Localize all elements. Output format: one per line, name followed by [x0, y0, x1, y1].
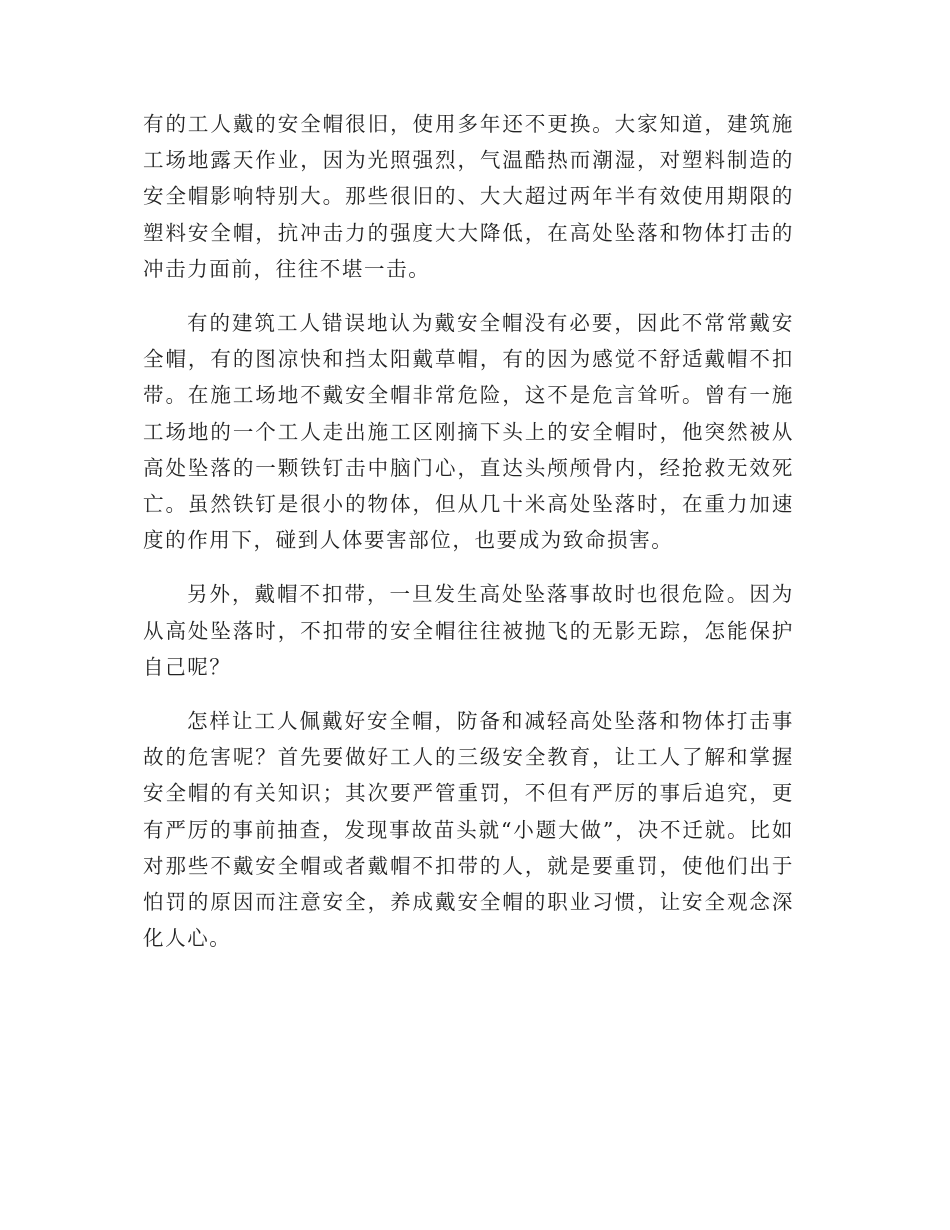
paragraph-1: 有的工人戴的安全帽很旧，使用多年还不更换。大家知道，建筑施工场地露天作业，因为光照强烈，气温酷热而潮湿，对塑料制造的安全帽影响特别大。那些很旧的、大大超过两年半有效使用期限的塑料安全帽，抗冲击力的强度大大降低，在高处坠落和物体打击的冲击力面前，往往不堪一击。: [143, 112, 794, 281]
document-body: [143, 106, 794, 974]
paragraph-4: 怎样让工人佩戴好安全帽，防备和减轻高处坠落和物体打击事故的危害呢？首先要做好工人的三级安全教育，让工人了解和掌握安全帽的有关知识；其次要严管重罚，不但有严厉的事后追究，更有严厉的事前抽查，发现事故苗头就“小题大做”，决不迁就。比如对那些不戴安全帽或者戴帽不扣带的人，就是要重罚，使他们出于怕罚的原因而注意安全，养成戴安全帽的职业习惯，让安全观念深化人心。: [143, 709, 794, 951]
paragraph-3: 另外，戴帽不扣带，一旦发生高处坠落事故时也很危险。因为从高处坠落时，不扣带的安全帽往往被抛飞的无影无踪，怎能保护自己呢？: [143, 582, 794, 679]
paragraph-2: 有的建筑工人错误地认为戴安全帽没有必要，因此不常常戴安全帽，有的图凉快和挡太阳戴草帽，有的因为感觉不舒适戴帽不扣带。在施工场地不戴安全帽非常危险，这不是危言耸听。曾有一施工场地的一个工人走出施工区刚摘下头上的安全帽时，他突然被从高处坠落的一颗铁钉击中脑门心，直达头颅颅骨内，经抢救无效死亡。虽然铁钉是很小的物体，但从几十米高处坠落时，在重力加速度的作用下，碰到人体要害部位，也要成为致命损害。: [143, 311, 794, 553]
